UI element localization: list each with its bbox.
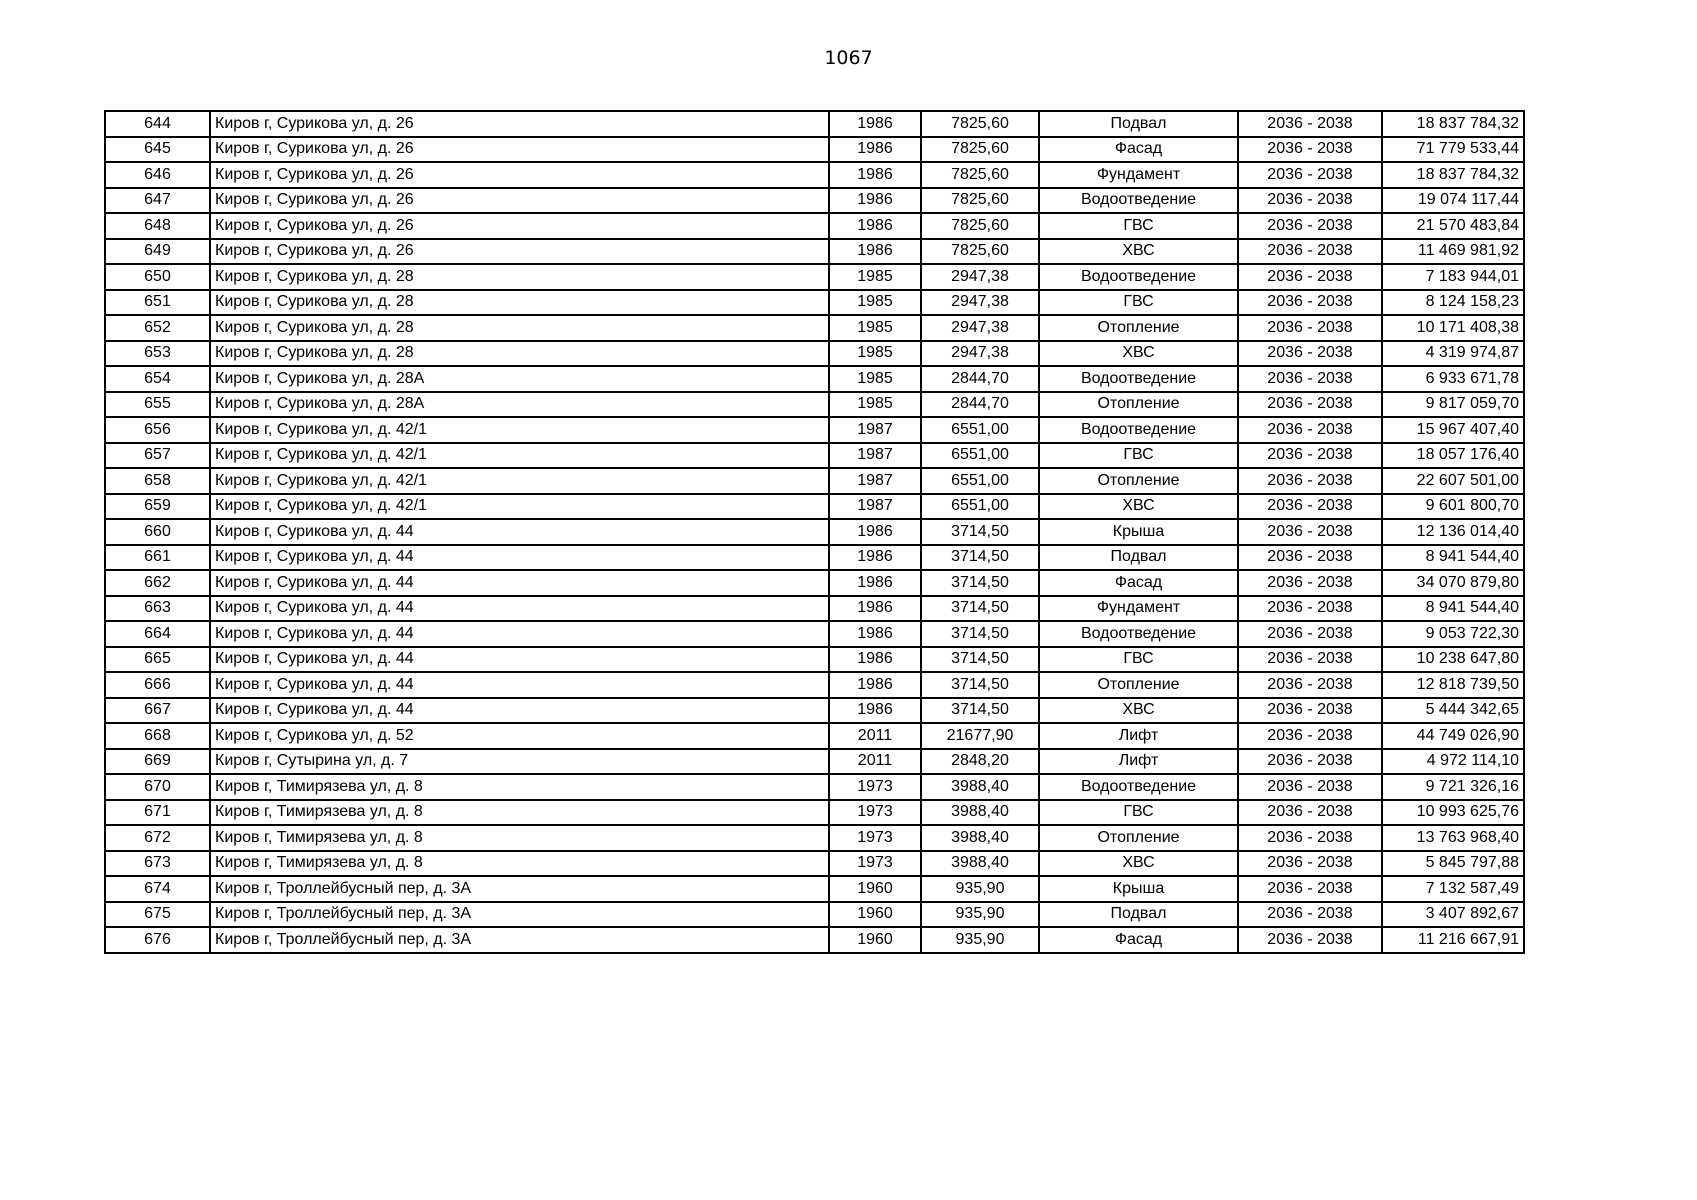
table-row xyxy=(105,723,1524,749)
build-year-cell: 1973 xyxy=(829,774,921,800)
row-number-cell: 664 xyxy=(105,621,210,647)
period-cell: 2036 - 2038 xyxy=(1238,672,1382,698)
table-row xyxy=(105,111,1524,137)
cost-cell: 9 601 800,70 xyxy=(1382,494,1524,520)
build-year-cell: 1986 xyxy=(829,647,921,673)
table-row xyxy=(105,902,1524,928)
cost-cell: 3 407 892,67 xyxy=(1382,902,1524,928)
build-year-cell: 1973 xyxy=(829,851,921,877)
period-cell: 2036 - 2038 xyxy=(1238,927,1382,953)
table-row xyxy=(105,545,1524,571)
table-row xyxy=(105,698,1524,724)
area-cell: 7825,60 xyxy=(921,239,1039,265)
row-number-cell: 645 xyxy=(105,137,210,163)
area-cell: 7825,60 xyxy=(921,111,1039,137)
table-row xyxy=(105,519,1524,545)
build-year-cell: 1986 xyxy=(829,672,921,698)
address-cell: Киров г, Тимирязева ул, д. 8 xyxy=(210,774,829,800)
table-row xyxy=(105,851,1524,877)
cost-cell: 13 763 968,40 xyxy=(1382,825,1524,851)
address-cell: Киров г, Сурикова ул, д. 28 xyxy=(210,315,829,341)
table-row xyxy=(105,774,1524,800)
period-cell: 2036 - 2038 xyxy=(1238,188,1382,214)
cost-cell: 10 238 647,80 xyxy=(1382,647,1524,673)
period-cell: 2036 - 2038 xyxy=(1238,851,1382,877)
work-type-cell: ГВС xyxy=(1039,800,1238,826)
cost-cell: 7 132 587,49 xyxy=(1382,876,1524,902)
work-type-cell: ГВС xyxy=(1039,647,1238,673)
area-cell: 3988,40 xyxy=(921,774,1039,800)
area-cell: 7825,60 xyxy=(921,188,1039,214)
build-year-cell: 1960 xyxy=(829,927,921,953)
address-cell: Киров г, Сурикова ул, д. 42/1 xyxy=(210,417,829,443)
registry-table xyxy=(104,110,1525,954)
build-year-cell: 2011 xyxy=(829,749,921,775)
build-year-cell: 1986 xyxy=(829,162,921,188)
table-row xyxy=(105,341,1524,367)
work-type-cell: Фасад xyxy=(1039,137,1238,163)
row-number-cell: 669 xyxy=(105,749,210,775)
area-cell: 6551,00 xyxy=(921,443,1039,469)
cost-cell: 7 183 944,01 xyxy=(1382,264,1524,290)
cost-cell: 19 074 117,44 xyxy=(1382,188,1524,214)
work-type-cell: Фундамент xyxy=(1039,162,1238,188)
build-year-cell: 1985 xyxy=(829,392,921,418)
work-type-cell: ГВС xyxy=(1039,213,1238,239)
work-type-cell: ХВС xyxy=(1039,341,1238,367)
area-cell: 2844,70 xyxy=(921,366,1039,392)
table-row xyxy=(105,264,1524,290)
address-cell: Киров г, Сурикова ул, д. 26 xyxy=(210,137,829,163)
address-cell: Киров г, Сурикова ул, д. 44 xyxy=(210,647,829,673)
area-cell: 3714,50 xyxy=(921,621,1039,647)
address-cell: Киров г, Сурикова ул, д. 44 xyxy=(210,621,829,647)
address-cell: Киров г, Троллейбусный пер, д. 3А xyxy=(210,927,829,953)
area-cell: 3988,40 xyxy=(921,825,1039,851)
row-number-cell: 668 xyxy=(105,723,210,749)
build-year-cell: 1960 xyxy=(829,876,921,902)
area-cell: 7825,60 xyxy=(921,162,1039,188)
area-cell: 3988,40 xyxy=(921,851,1039,877)
area-cell: 7825,60 xyxy=(921,137,1039,163)
address-cell: Киров г, Сурикова ул, д. 44 xyxy=(210,596,829,622)
area-cell: 935,90 xyxy=(921,876,1039,902)
address-cell: Киров г, Сурикова ул, д. 28 xyxy=(210,341,829,367)
area-cell: 935,90 xyxy=(921,902,1039,928)
cost-cell: 12 818 739,50 xyxy=(1382,672,1524,698)
row-number-cell: 676 xyxy=(105,927,210,953)
build-year-cell: 1986 xyxy=(829,698,921,724)
row-number-cell: 662 xyxy=(105,570,210,596)
row-number-cell: 644 xyxy=(105,111,210,137)
period-cell: 2036 - 2038 xyxy=(1238,876,1382,902)
build-year-cell: 1973 xyxy=(829,825,921,851)
table-row xyxy=(105,800,1524,826)
period-cell: 2036 - 2038 xyxy=(1238,417,1382,443)
period-cell: 2036 - 2038 xyxy=(1238,647,1382,673)
cost-cell: 4 319 974,87 xyxy=(1382,341,1524,367)
period-cell: 2036 - 2038 xyxy=(1238,749,1382,775)
row-number-cell: 672 xyxy=(105,825,210,851)
cost-cell: 22 607 501,00 xyxy=(1382,468,1524,494)
cost-cell: 8 124 158,23 xyxy=(1382,290,1524,316)
work-type-cell: ХВС xyxy=(1039,494,1238,520)
cost-cell: 18 837 784,32 xyxy=(1382,162,1524,188)
period-cell: 2036 - 2038 xyxy=(1238,137,1382,163)
cost-cell: 18 837 784,32 xyxy=(1382,111,1524,137)
table-row xyxy=(105,239,1524,265)
build-year-cell: 1986 xyxy=(829,570,921,596)
row-number-cell: 659 xyxy=(105,494,210,520)
build-year-cell: 1985 xyxy=(829,264,921,290)
work-type-cell: Фундамент xyxy=(1039,596,1238,622)
work-type-cell: ГВС xyxy=(1039,290,1238,316)
row-number-cell: 658 xyxy=(105,468,210,494)
table-row xyxy=(105,825,1524,851)
row-number-cell: 648 xyxy=(105,213,210,239)
row-number-cell: 675 xyxy=(105,902,210,928)
period-cell: 2036 - 2038 xyxy=(1238,315,1382,341)
address-cell: Киров г, Тимирязева ул, д. 8 xyxy=(210,851,829,877)
work-type-cell: Подвал xyxy=(1039,111,1238,137)
table-row xyxy=(105,749,1524,775)
cost-cell: 8 941 544,40 xyxy=(1382,596,1524,622)
cost-cell: 5 444 342,65 xyxy=(1382,698,1524,724)
registry-table-body xyxy=(105,111,1524,953)
period-cell: 2036 - 2038 xyxy=(1238,290,1382,316)
address-cell: Киров г, Сурикова ул, д. 28 xyxy=(210,290,829,316)
period-cell: 2036 - 2038 xyxy=(1238,570,1382,596)
address-cell: Киров г, Тимирязева ул, д. 8 xyxy=(210,800,829,826)
row-number-cell: 663 xyxy=(105,596,210,622)
table-row xyxy=(105,213,1524,239)
work-type-cell: Водоотведение xyxy=(1039,366,1238,392)
address-cell: Киров г, Тимирязева ул, д. 8 xyxy=(210,825,829,851)
table-row xyxy=(105,468,1524,494)
address-cell: Киров г, Сурикова ул, д. 28А xyxy=(210,366,829,392)
period-cell: 2036 - 2038 xyxy=(1238,825,1382,851)
work-type-cell: Отопление xyxy=(1039,468,1238,494)
work-type-cell: ХВС xyxy=(1039,698,1238,724)
table-row xyxy=(105,162,1524,188)
period-cell: 2036 - 2038 xyxy=(1238,162,1382,188)
table-row xyxy=(105,494,1524,520)
build-year-cell: 1985 xyxy=(829,366,921,392)
row-number-cell: 653 xyxy=(105,341,210,367)
row-number-cell: 661 xyxy=(105,545,210,571)
period-cell: 2036 - 2038 xyxy=(1238,698,1382,724)
work-type-cell: Водоотведение xyxy=(1039,188,1238,214)
address-cell: Киров г, Сурикова ул, д. 28А xyxy=(210,392,829,418)
build-year-cell: 1986 xyxy=(829,621,921,647)
row-number-cell: 649 xyxy=(105,239,210,265)
period-cell: 2036 - 2038 xyxy=(1238,621,1382,647)
address-cell: Киров г, Сурикова ул, д. 52 xyxy=(210,723,829,749)
table-row xyxy=(105,417,1524,443)
area-cell: 7825,60 xyxy=(921,213,1039,239)
address-cell: Киров г, Сурикова ул, д. 44 xyxy=(210,545,829,571)
address-cell: Киров г, Сурикова ул, д. 28 xyxy=(210,264,829,290)
cost-cell: 10 993 625,76 xyxy=(1382,800,1524,826)
work-type-cell: Подвал xyxy=(1039,545,1238,571)
table-row xyxy=(105,137,1524,163)
work-type-cell: ГВС xyxy=(1039,443,1238,469)
cost-cell: 34 070 879,80 xyxy=(1382,570,1524,596)
area-cell: 2947,38 xyxy=(921,264,1039,290)
table-row xyxy=(105,647,1524,673)
table-row xyxy=(105,596,1524,622)
table-row xyxy=(105,672,1524,698)
work-type-cell: Фасад xyxy=(1039,570,1238,596)
work-type-cell: Водоотведение xyxy=(1039,774,1238,800)
work-type-cell: Отопление xyxy=(1039,315,1238,341)
cost-cell: 44 749 026,90 xyxy=(1382,723,1524,749)
period-cell: 2036 - 2038 xyxy=(1238,366,1382,392)
address-cell: Киров г, Сурикова ул, д. 26 xyxy=(210,111,829,137)
table-row xyxy=(105,315,1524,341)
area-cell: 3714,50 xyxy=(921,672,1039,698)
period-cell: 2036 - 2038 xyxy=(1238,519,1382,545)
row-number-cell: 654 xyxy=(105,366,210,392)
address-cell: Киров г, Сурикова ул, д. 26 xyxy=(210,188,829,214)
area-cell: 3714,50 xyxy=(921,698,1039,724)
cost-cell: 4 972 114,10 xyxy=(1382,749,1524,775)
area-cell: 3714,50 xyxy=(921,596,1039,622)
cost-cell: 5 845 797,88 xyxy=(1382,851,1524,877)
address-cell: Киров г, Сурикова ул, д. 44 xyxy=(210,570,829,596)
area-cell: 3988,40 xyxy=(921,800,1039,826)
row-number-cell: 666 xyxy=(105,672,210,698)
address-cell: Киров г, Сурикова ул, д. 42/1 xyxy=(210,468,829,494)
work-type-cell: Отопление xyxy=(1039,825,1238,851)
build-year-cell: 1986 xyxy=(829,519,921,545)
address-cell: Киров г, Сурикова ул, д. 44 xyxy=(210,698,829,724)
table-row xyxy=(105,290,1524,316)
table-row xyxy=(105,366,1524,392)
row-number-cell: 665 xyxy=(105,647,210,673)
period-cell: 2036 - 2038 xyxy=(1238,723,1382,749)
work-type-cell: Лифт xyxy=(1039,723,1238,749)
table-row xyxy=(105,188,1524,214)
build-year-cell: 1986 xyxy=(829,188,921,214)
cost-cell: 9 817 059,70 xyxy=(1382,392,1524,418)
work-type-cell: Крыша xyxy=(1039,876,1238,902)
area-cell: 2844,70 xyxy=(921,392,1039,418)
table-row xyxy=(105,876,1524,902)
area-cell: 2848,20 xyxy=(921,749,1039,775)
row-number-cell: 671 xyxy=(105,800,210,826)
row-number-cell: 673 xyxy=(105,851,210,877)
row-number-cell: 652 xyxy=(105,315,210,341)
build-year-cell: 1986 xyxy=(829,239,921,265)
build-year-cell: 1986 xyxy=(829,596,921,622)
row-number-cell: 674 xyxy=(105,876,210,902)
cost-cell: 11 469 981,92 xyxy=(1382,239,1524,265)
build-year-cell: 1986 xyxy=(829,213,921,239)
period-cell: 2036 - 2038 xyxy=(1238,111,1382,137)
cost-cell: 6 933 671,78 xyxy=(1382,366,1524,392)
address-cell: Киров г, Сурикова ул, д. 26 xyxy=(210,162,829,188)
build-year-cell: 1985 xyxy=(829,341,921,367)
build-year-cell: 1987 xyxy=(829,468,921,494)
work-type-cell: Крыша xyxy=(1039,519,1238,545)
work-type-cell: Отопление xyxy=(1039,672,1238,698)
row-number-cell: 655 xyxy=(105,392,210,418)
work-type-cell: ХВС xyxy=(1039,851,1238,877)
build-year-cell: 1973 xyxy=(829,800,921,826)
table-row xyxy=(105,927,1524,953)
period-cell: 2036 - 2038 xyxy=(1238,239,1382,265)
build-year-cell: 2011 xyxy=(829,723,921,749)
period-cell: 2036 - 2038 xyxy=(1238,800,1382,826)
period-cell: 2036 - 2038 xyxy=(1238,596,1382,622)
address-cell: Киров г, Сурикова ул, д. 44 xyxy=(210,672,829,698)
row-number-cell: 646 xyxy=(105,162,210,188)
build-year-cell: 1987 xyxy=(829,417,921,443)
cost-cell: 10 171 408,38 xyxy=(1382,315,1524,341)
address-cell: Киров г, Троллейбусный пер, д. 3А xyxy=(210,876,829,902)
cost-cell: 15 967 407,40 xyxy=(1382,417,1524,443)
area-cell: 21677,90 xyxy=(921,723,1039,749)
area-cell: 2947,38 xyxy=(921,290,1039,316)
work-type-cell: Отопление xyxy=(1039,392,1238,418)
period-cell: 2036 - 2038 xyxy=(1238,392,1382,418)
row-number-cell: 657 xyxy=(105,443,210,469)
work-type-cell: Водоотведение xyxy=(1039,417,1238,443)
period-cell: 2036 - 2038 xyxy=(1238,213,1382,239)
area-cell: 3714,50 xyxy=(921,570,1039,596)
period-cell: 2036 - 2038 xyxy=(1238,264,1382,290)
address-cell: Киров г, Сутырина ул, д. 7 xyxy=(210,749,829,775)
row-number-cell: 650 xyxy=(105,264,210,290)
row-number-cell: 647 xyxy=(105,188,210,214)
table-row xyxy=(105,443,1524,469)
area-cell: 2947,38 xyxy=(921,341,1039,367)
row-number-cell: 670 xyxy=(105,774,210,800)
work-type-cell: Подвал xyxy=(1039,902,1238,928)
build-year-cell: 1986 xyxy=(829,545,921,571)
cost-cell: 12 136 014,40 xyxy=(1382,519,1524,545)
address-cell: Киров г, Сурикова ул, д. 42/1 xyxy=(210,443,829,469)
period-cell: 2036 - 2038 xyxy=(1238,774,1382,800)
area-cell: 2947,38 xyxy=(921,315,1039,341)
build-year-cell: 1987 xyxy=(829,494,921,520)
row-number-cell: 651 xyxy=(105,290,210,316)
area-cell: 6551,00 xyxy=(921,417,1039,443)
table-row xyxy=(105,392,1524,418)
address-cell: Киров г, Сурикова ул, д. 42/1 xyxy=(210,494,829,520)
period-cell: 2036 - 2038 xyxy=(1238,902,1382,928)
period-cell: 2036 - 2038 xyxy=(1238,443,1382,469)
build-year-cell: 1986 xyxy=(829,137,921,163)
row-number-cell: 660 xyxy=(105,519,210,545)
table-row xyxy=(105,570,1524,596)
page-number: 1067 xyxy=(824,47,873,69)
work-type-cell: Лифт xyxy=(1039,749,1238,775)
build-year-cell: 1987 xyxy=(829,443,921,469)
address-cell: Киров г, Сурикова ул, д. 26 xyxy=(210,213,829,239)
area-cell: 6551,00 xyxy=(921,468,1039,494)
area-cell: 3714,50 xyxy=(921,545,1039,571)
cost-cell: 21 570 483,84 xyxy=(1382,213,1524,239)
area-cell: 6551,00 xyxy=(921,494,1039,520)
area-cell: 3714,50 xyxy=(921,519,1039,545)
period-cell: 2036 - 2038 xyxy=(1238,494,1382,520)
work-type-cell: Водоотведение xyxy=(1039,621,1238,647)
address-cell: Киров г, Троллейбусный пер, д. 3А xyxy=(210,902,829,928)
cost-cell: 71 779 533,44 xyxy=(1382,137,1524,163)
build-year-cell: 1985 xyxy=(829,315,921,341)
address-cell: Киров г, Сурикова ул, д. 44 xyxy=(210,519,829,545)
cost-cell: 11 216 667,91 xyxy=(1382,927,1524,953)
cost-cell: 8 941 544,40 xyxy=(1382,545,1524,571)
row-number-cell: 656 xyxy=(105,417,210,443)
row-number-cell: 667 xyxy=(105,698,210,724)
table-row xyxy=(105,621,1524,647)
cost-cell: 9 721 326,16 xyxy=(1382,774,1524,800)
period-cell: 2036 - 2038 xyxy=(1238,341,1382,367)
period-cell: 2036 - 2038 xyxy=(1238,545,1382,571)
build-year-cell: 1986 xyxy=(829,111,921,137)
work-type-cell: ХВС xyxy=(1039,239,1238,265)
build-year-cell: 1985 xyxy=(829,290,921,316)
work-type-cell: Водоотведение xyxy=(1039,264,1238,290)
build-year-cell: 1960 xyxy=(829,902,921,928)
area-cell: 935,90 xyxy=(921,927,1039,953)
area-cell: 3714,50 xyxy=(921,647,1039,673)
cost-cell: 18 057 176,40 xyxy=(1382,443,1524,469)
cost-cell: 9 053 722,30 xyxy=(1382,621,1524,647)
work-type-cell: Фасад xyxy=(1039,927,1238,953)
address-cell: Киров г, Сурикова ул, д. 26 xyxy=(210,239,829,265)
period-cell: 2036 - 2038 xyxy=(1238,468,1382,494)
